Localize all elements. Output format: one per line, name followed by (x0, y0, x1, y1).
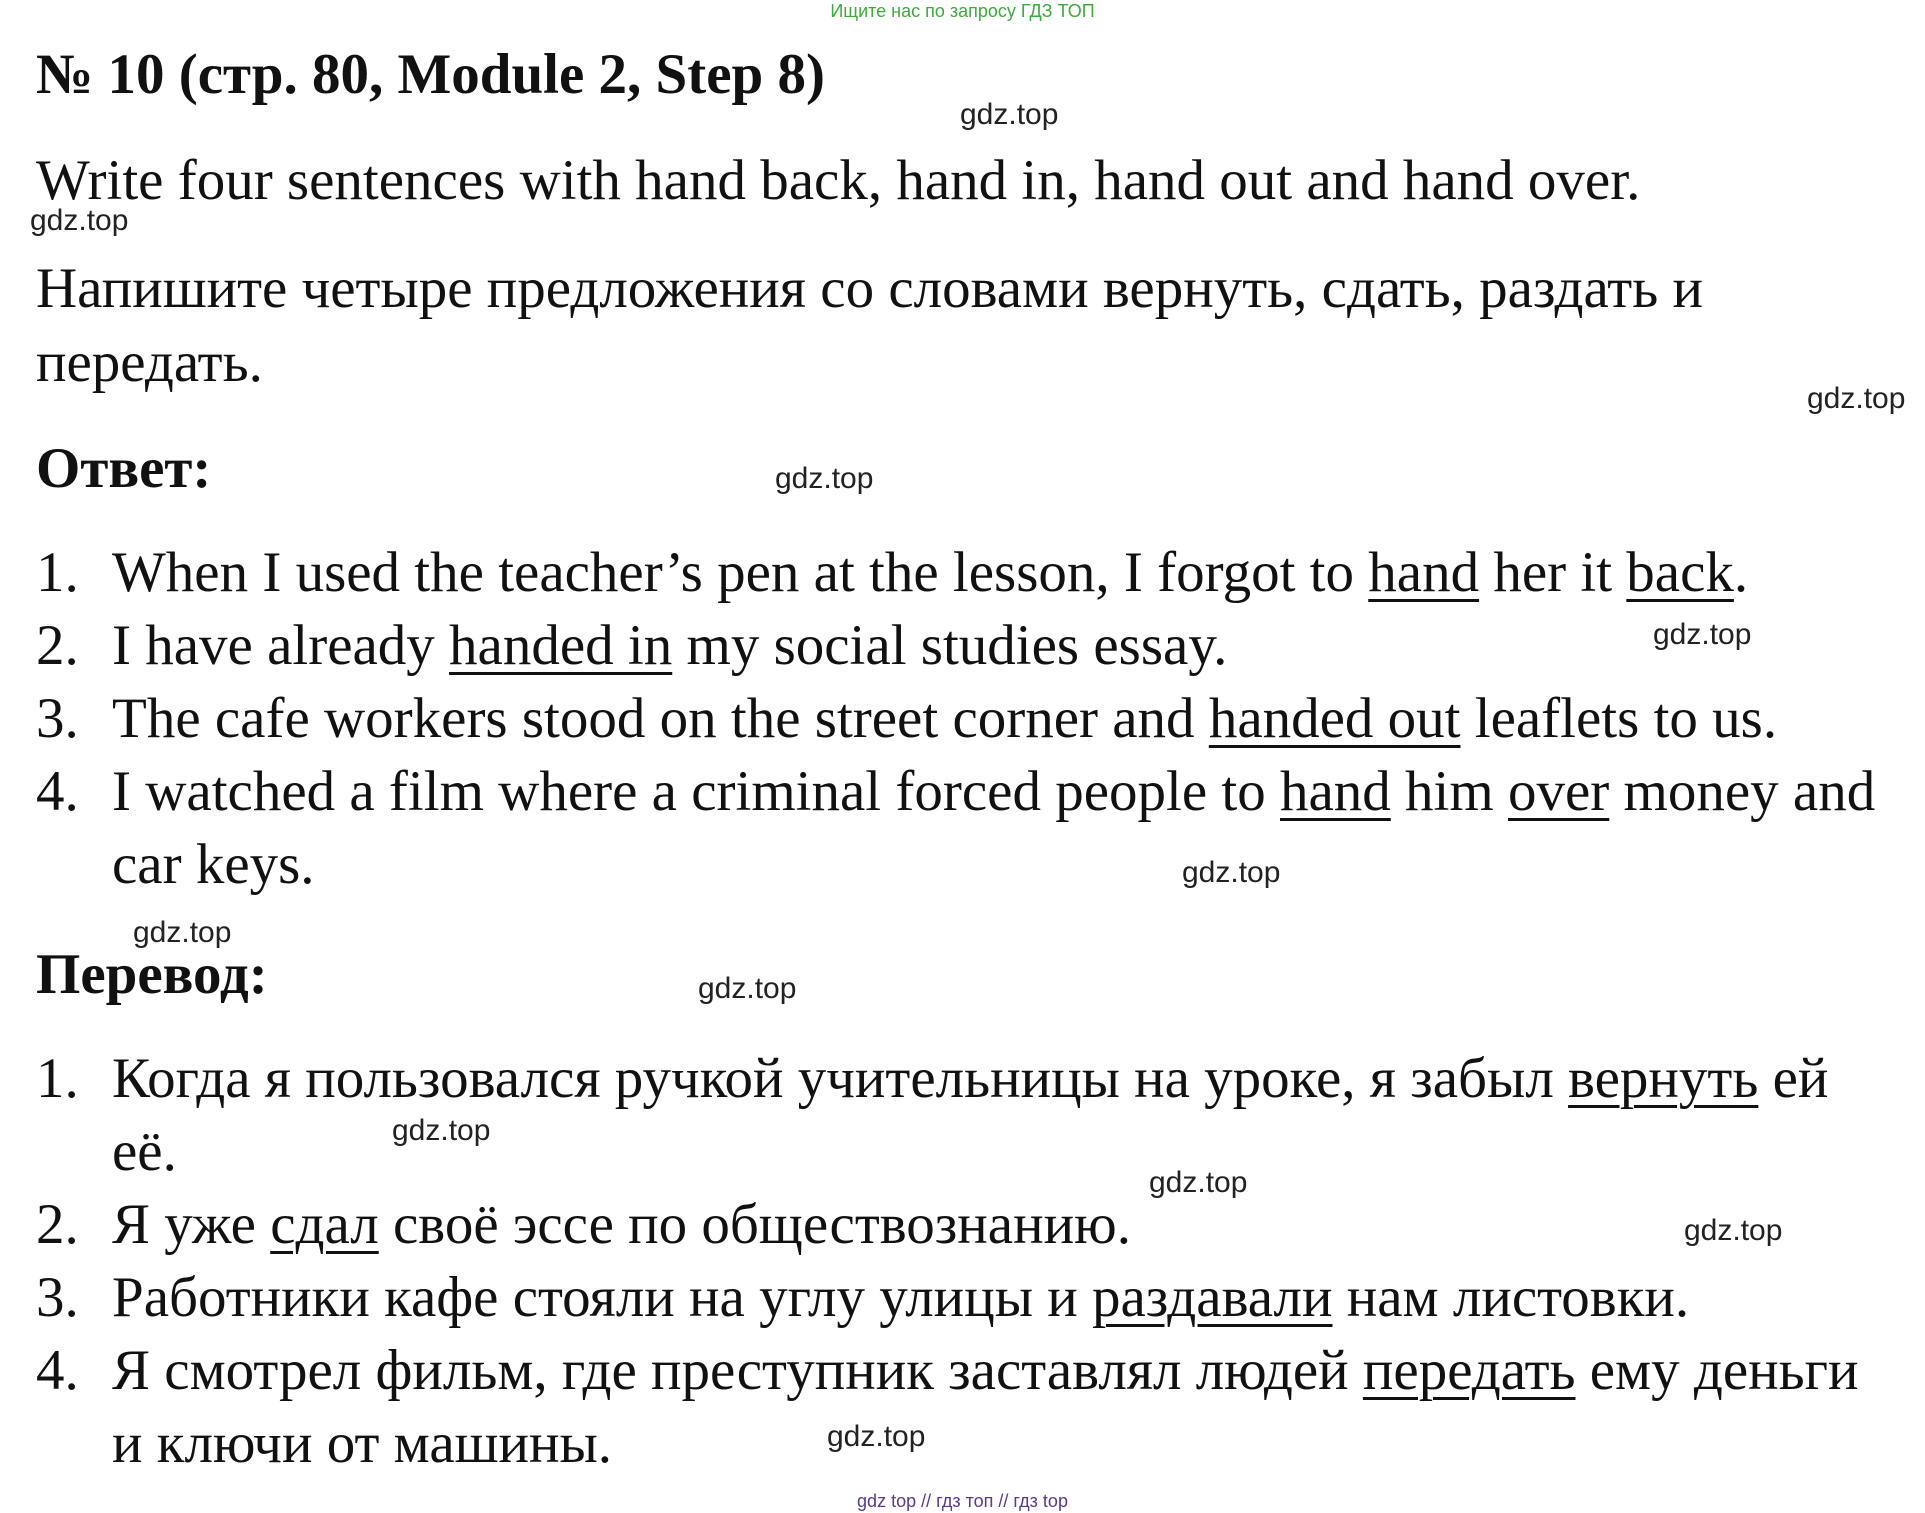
watermark: gdz.top (133, 916, 232, 949)
list-item (36, 1188, 1896, 1261)
watermark: gdz.top (30, 204, 129, 237)
list-item-number: 4. (36, 1339, 79, 1402)
task-russian-line-1: Напишите четыре предложения со словами вернуть, сдать, раздать и (36, 257, 1703, 320)
underlined-phrase: hand (1368, 541, 1480, 604)
list-item-number: 2. (36, 1193, 79, 1256)
sentence-text: Я смотрел фильм, где преступник заставлял людей (112, 1339, 1363, 1402)
list-item (36, 609, 1896, 682)
underlined-phrase: back (1626, 541, 1734, 604)
sentence-text: my social studies essay. (672, 614, 1228, 677)
underlined-phrase: сдал (270, 1193, 379, 1256)
list-item-number: 3. (36, 687, 79, 750)
underlined-phrase: передать (1362, 1339, 1576, 1402)
answer-list (36, 536, 1896, 901)
watermark: gdz.top (392, 1114, 491, 1147)
sentence-text: leaflets to us. (1460, 687, 1778, 750)
underlined-phrase: handed out (1208, 687, 1461, 750)
sentence-text: her it (1479, 541, 1627, 604)
watermark: gdz.top (698, 972, 797, 1005)
sentence-text: I watched a film where a criminal forced people to (112, 760, 1280, 823)
sentence-text: своё эссе по обществознанию. (378, 1193, 1131, 1256)
top-banner: Ищите нас по запросу ГДЗ ТОП (830, 1, 1095, 21)
list-item-number: 1. (36, 1047, 79, 1110)
underlined-phrase: handed in (449, 614, 673, 677)
list-item-number: 4. (36, 760, 79, 823)
translation-heading: Перевод: (36, 943, 268, 1006)
list-item-number: 2. (36, 614, 79, 677)
watermark: gdz.top (1149, 1166, 1248, 1199)
task-english: Write four sentences with hand back, hand in, hand out and hand over. (36, 149, 1641, 212)
sentence-text: . (1733, 541, 1749, 604)
sentence-text: ему деньги и ключи от машины. (112, 1339, 1859, 1475)
sentence-text: money and car keys. (112, 760, 1876, 896)
list-item (36, 1261, 1896, 1334)
answer-heading: Ответ: (36, 437, 212, 500)
watermark: gdz.top (1653, 618, 1752, 651)
sentence-text: When I used the teacher’s pen at the lesson, I forgot to (112, 541, 1369, 604)
task-russian-line-2: передать. (36, 331, 263, 394)
sentence-text: The cafe workers stood on the street corner and (112, 687, 1209, 750)
footer: gdz top // гдз топ // гдз top (857, 1491, 1068, 1511)
underlined-phrase: over (1507, 760, 1610, 823)
watermark: gdz.top (775, 462, 874, 495)
underlined-phrase: раздавали (1092, 1266, 1333, 1329)
underlined-phrase: hand (1279, 760, 1391, 823)
watermark: gdz.top (1807, 382, 1906, 415)
translation-list (36, 1042, 1896, 1480)
list-item (36, 755, 1896, 901)
watermark: gdz.top (1182, 856, 1281, 889)
sentence-text: him (1390, 760, 1508, 823)
list-item (36, 536, 1896, 609)
page-title: № 10 (стр. 80, Module 2, Step 8) (36, 43, 825, 106)
watermark: gdz.top (1684, 1214, 1783, 1247)
sentence-text: Я уже (112, 1193, 271, 1256)
list-item (36, 682, 1896, 755)
sentence-text: нам листовки. (1332, 1266, 1690, 1329)
sentence-text: I have already (112, 614, 450, 677)
list-item (36, 1042, 1896, 1188)
watermark: gdz.top (827, 1420, 926, 1453)
list-item (36, 1334, 1896, 1480)
watermark: gdz.top (960, 98, 1059, 131)
sentence-text: Когда я пользовался ручкой учительницы на уроке, я забыл (112, 1047, 1569, 1110)
list-item-number: 1. (36, 541, 79, 604)
underlined-phrase: вернуть (1568, 1047, 1759, 1110)
list-item-number: 3. (36, 1266, 79, 1329)
sentence-text: Работники кафе стояли на углу улицы и (112, 1266, 1092, 1329)
sentence-text: ей её. (112, 1047, 1829, 1183)
